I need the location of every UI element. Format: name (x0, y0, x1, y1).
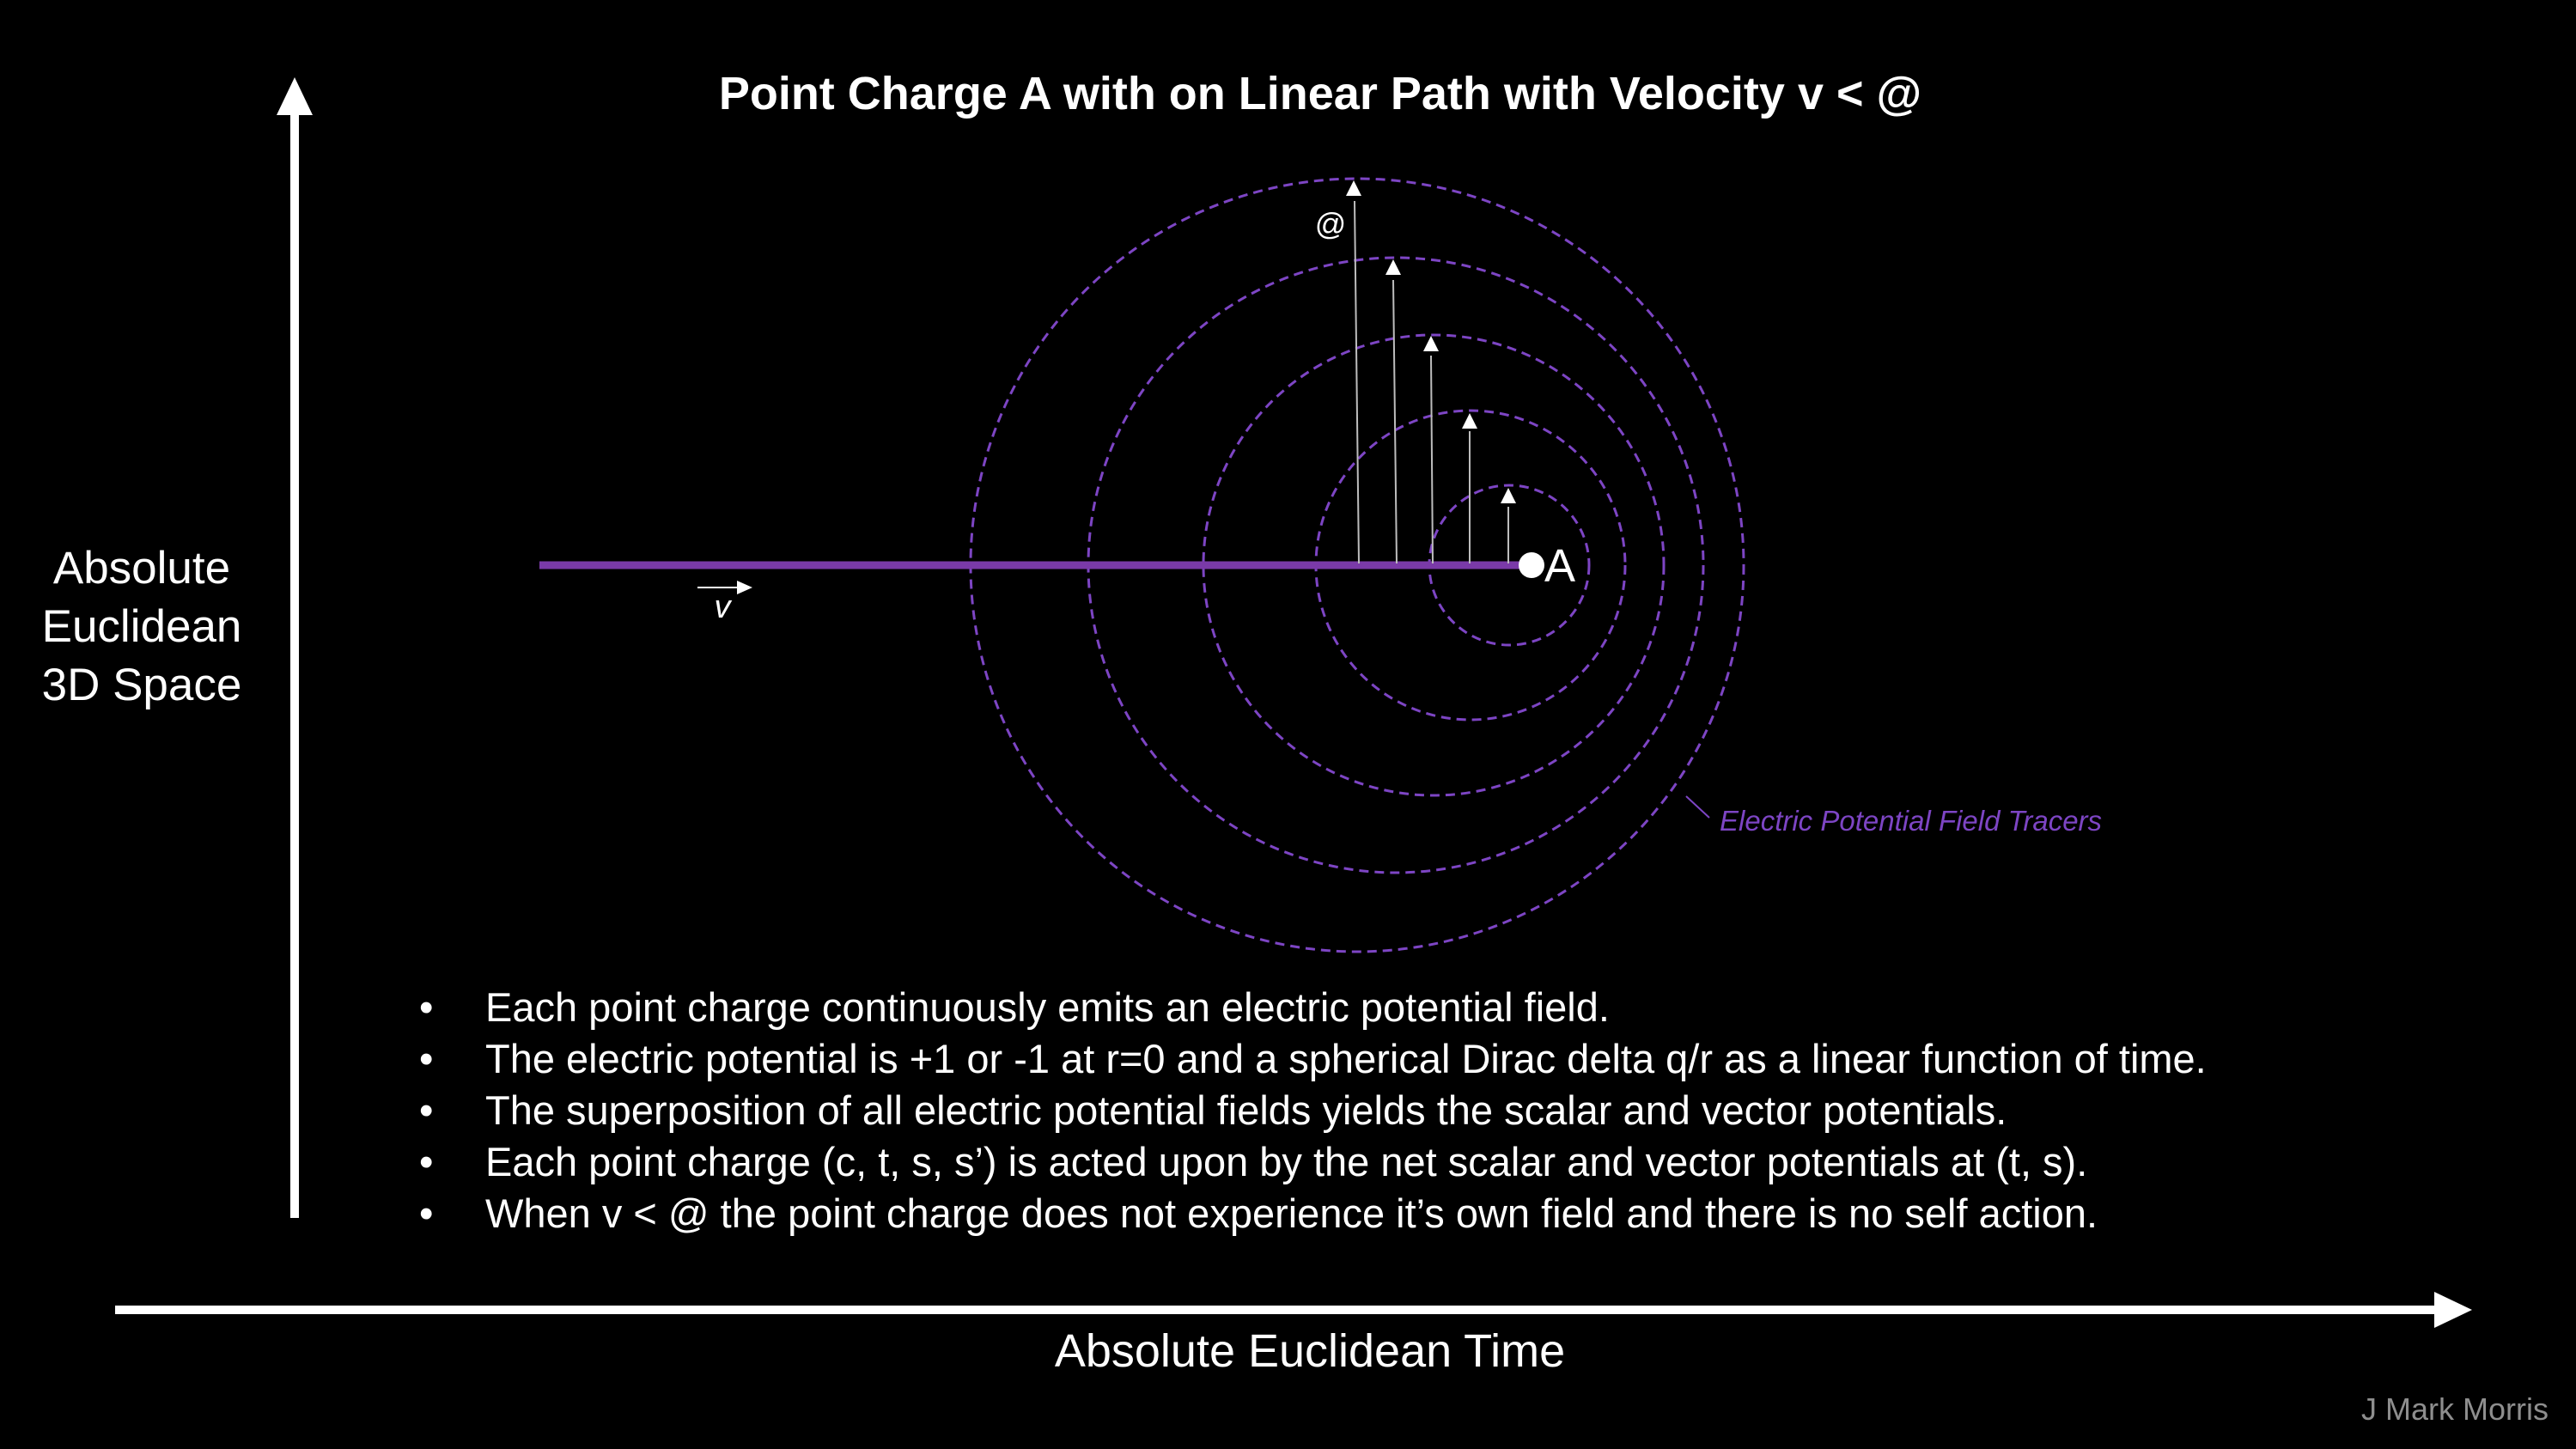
bullet-item: • Each point charge continuously emits an electric potential field. (419, 982, 2207, 1033)
up-arrow-icon (1346, 180, 1361, 196)
x-axis-arrowhead-icon (2434, 1292, 2472, 1328)
tracer-callout (1686, 796, 2102, 837)
emission-arrow (1501, 488, 1516, 563)
tracer-leader-line (1686, 796, 1709, 818)
right-arrow-icon (737, 581, 752, 594)
bullet-item: • The superposition of all electric potential fields yields the scalar and vector potentials. (419, 1085, 2207, 1136)
up-arrow-icon (1423, 336, 1439, 351)
author-credit: J Mark Morris (2361, 1391, 2549, 1427)
bullet-item: • Each point charge (c, t, s, s’) is acted upon by the net scalar and vector potentials at (t, s). (419, 1136, 2207, 1188)
page-title: Point Charge A with on Linear Path with Velocity v < @ (718, 68, 1922, 119)
y-axis-label-line: Absolute (52, 543, 231, 594)
charge-dot-icon (1519, 552, 1544, 578)
y-axis-label-line: Euclidean (41, 601, 242, 652)
emission-arrow (1385, 259, 1401, 563)
up-arrow-icon (1501, 488, 1516, 503)
x-axis-label: Absolute Euclidean Time (1054, 1325, 1566, 1377)
y-axis (277, 77, 313, 1218)
bullet-item: • The electric potential is +1 or -1 at r=0 and a spherical Dirac delta q/r as a linear function of time. (419, 1033, 2207, 1085)
up-arrow-icon (1462, 413, 1477, 429)
speed-label: @ (1314, 206, 1347, 241)
emission-arrow (1346, 180, 1361, 563)
velocity-indicator (697, 581, 752, 625)
bullet-item: • When v < @ the point charge does not experience it’s own field and there is no self action. (419, 1188, 2207, 1239)
velocity-label: v (714, 589, 731, 625)
x-axis (115, 1292, 2472, 1328)
y-axis-label-line: 3D Space (41, 660, 242, 710)
charge-label: A (1544, 540, 1576, 592)
emission-arrow (1462, 413, 1477, 563)
up-arrow-icon (1385, 259, 1401, 275)
y-axis-label (17, 539, 266, 715)
tracer-label: Electric Potential Field Tracers (1720, 805, 2103, 837)
emission-arrows (1346, 180, 1516, 563)
bullet-list (419, 982, 2207, 1239)
